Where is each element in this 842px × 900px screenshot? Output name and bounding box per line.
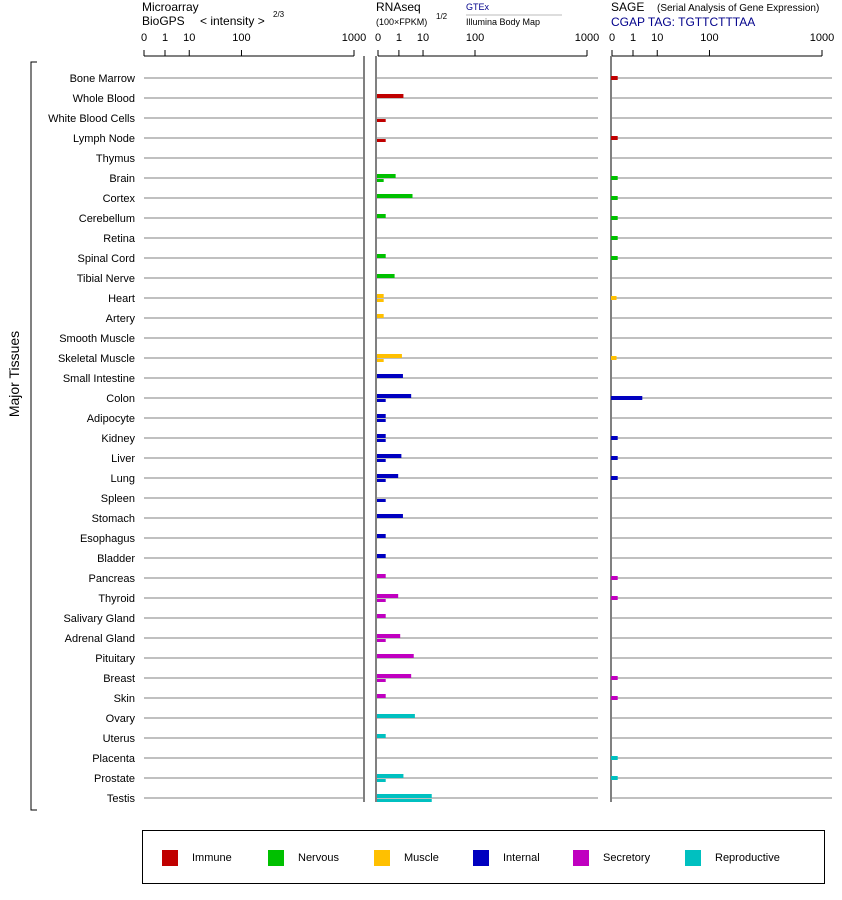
ibm-bar-breast: [377, 679, 386, 682]
sage-bar-skeletal-muscle: [611, 356, 617, 360]
biogps-label: BioGPS: [142, 14, 185, 28]
sage-bar-skin: [611, 696, 618, 700]
gtex-bar-skin: [377, 694, 386, 698]
microarray-tick-label: 10: [183, 32, 196, 44]
tissue-label-whole-blood: Whole Blood: [72, 93, 135, 105]
tissue-label-spinal-cord: Spinal Cord: [77, 253, 135, 265]
ibm-bar-skeletal-muscle: [377, 359, 384, 362]
tissue-label-kidney: Kidney: [101, 433, 135, 445]
gtex-bar-prostate: [377, 774, 403, 778]
ibm-bar-brain: [377, 179, 384, 182]
legend-label-immune: Immune: [192, 852, 232, 864]
sage-bar-pancreas: [611, 576, 618, 580]
intensity-label: < intensity >: [200, 14, 265, 28]
gtex-bar-breast: [377, 674, 411, 678]
tissue-label-salivary-gland: Salivary Gland: [63, 613, 135, 625]
gtex-bar-pancreas: [377, 574, 386, 578]
legend-label-nervous: Nervous: [298, 852, 339, 864]
legend-swatch-internal: [473, 850, 489, 866]
ibm-bar-prostate: [377, 779, 386, 782]
rnaseq-unit: (100×FPKM): [376, 17, 428, 27]
gtex-bar-ovary: [377, 714, 415, 718]
tissue-label-colon: Colon: [106, 393, 135, 405]
tissue-label-skeletal-muscle: Skeletal Muscle: [57, 353, 135, 365]
gtex-bar-pituitary: [377, 654, 414, 658]
ibm-bar-colon: [377, 399, 386, 402]
tissue-label-bladder: Bladder: [97, 553, 135, 565]
gtex-bar-artery: [377, 314, 384, 318]
sage-bar-brain: [611, 176, 618, 180]
gtex-bar-brain: [377, 174, 396, 178]
gtex-bar-adrenal-gland: [377, 634, 400, 638]
tissue-label-spleen: Spleen: [100, 493, 135, 505]
microarray-tick-label: 1: [161, 32, 169, 44]
ibm-bar-kidney: [377, 439, 386, 442]
tissue-label-pituitary: Pituitary: [95, 653, 135, 665]
tissue-label-cerebellum: Cerebellum: [78, 213, 135, 225]
tissue-label-white-blood-cells: White Blood Cells: [48, 113, 135, 125]
tissue-label-bone-marrow: Bone Marrow: [69, 73, 135, 85]
ibm-bar-testis: [377, 799, 432, 802]
tissue-label-uterus: Uterus: [102, 733, 135, 745]
rnaseq-exponent: 1/2: [436, 12, 448, 21]
tissue-label-smooth-muscle: Smooth Muscle: [59, 333, 135, 345]
ibm-bar-heart: [377, 299, 384, 302]
legend-label-reproductive: Reproductive: [715, 852, 780, 864]
gtex-bar-bladder: [377, 554, 386, 558]
gtex-bar-esophagus: [377, 534, 386, 538]
tissue-label-ovary: Ovary: [105, 713, 135, 725]
ibm-bar-liver: [377, 459, 386, 462]
side-label: Major Tissues: [6, 330, 22, 418]
sage-bar-cerebellum: [611, 216, 618, 220]
gtex-bar-heart: [377, 294, 384, 298]
tissue-label-pancreas: Pancreas: [88, 573, 135, 585]
rnaseq-title: RNAseq: [376, 0, 421, 14]
gtex-bar-uterus: [377, 734, 386, 738]
sage-bar-heart: [611, 296, 617, 300]
legend-label-internal: Internal: [503, 852, 540, 864]
tissue-label-prostate: Prostate: [94, 773, 135, 785]
gtex-bar-stomach: [377, 514, 403, 518]
gtex-bar-thyroid: [377, 594, 398, 598]
microarray-title: Microarray: [142, 0, 199, 14]
sage-bar-breast: [611, 676, 618, 680]
legend-swatch-nervous: [268, 850, 284, 866]
gtex-bar-cortex: [377, 194, 413, 198]
legend-swatch-immune: [162, 850, 178, 866]
gtex-bar-spinal-cord: [377, 254, 386, 258]
gtex-bar-colon: [377, 394, 411, 398]
gtex-bar-adipocyte: [377, 414, 386, 418]
legend-swatch-muscle: [374, 850, 390, 866]
tissue-bracket: [31, 62, 37, 810]
tissue-label-cortex: Cortex: [102, 193, 135, 205]
rnaseq-tick-label: 100: [465, 32, 485, 44]
rnaseq-tick-label: 1000: [574, 32, 600, 44]
microarray-tick-label: 1000: [341, 32, 367, 44]
sage-bar-thyroid: [611, 596, 618, 600]
ibm-bar-spleen: [377, 499, 386, 502]
tissue-label-artery: Artery: [105, 313, 135, 325]
tissue-label-thymus: Thymus: [95, 153, 135, 165]
intensity-exponent: 2/3: [273, 10, 285, 19]
sage-bar-placenta: [611, 756, 618, 760]
sage-tick-label: 0: [608, 32, 616, 44]
microarray-tick-label: 100: [232, 32, 251, 44]
tissue-label-thyroid: Thyroid: [98, 593, 135, 605]
legend-swatch-secretory: [573, 850, 589, 866]
gtex-bar-small-intestine: [377, 374, 403, 378]
microarray-tick-label: 0: [140, 32, 148, 44]
sage-bar-colon: [611, 396, 642, 400]
sage-tick-label: 1000: [809, 32, 835, 44]
sage-title: SAGE: [611, 0, 645, 14]
sage-bar-bone-marrow: [611, 76, 618, 80]
tissue-label-testis: Testis: [106, 793, 135, 805]
gtex-bar-salivary-gland: [377, 614, 386, 618]
tissue-label-adipocyte: Adipocyte: [86, 413, 135, 425]
tissue-label-tibial-nerve: Tibial Nerve: [76, 273, 135, 285]
legend-label-muscle: Muscle: [404, 852, 439, 864]
gtex-bar-cerebellum: [377, 214, 386, 218]
sage-tick-label: 10: [651, 32, 664, 44]
gtex-bar-skeletal-muscle: [377, 354, 402, 358]
gtex-bar-tibial-nerve: [377, 274, 395, 278]
ibm-label: Illumina Body Map: [466, 17, 541, 27]
gtex-label: GTEx: [466, 2, 490, 12]
gtex-bar-kidney: [377, 434, 386, 438]
tissue-label-adrenal-gland: Adrenal Gland: [64, 633, 135, 645]
rnaseq-tick-label: 0: [374, 32, 382, 44]
legend-label-secretory: Secretory: [603, 852, 651, 864]
sage-bar-prostate: [611, 776, 618, 780]
sage-bar-lymph-node: [611, 136, 618, 140]
sage-subtitle: (Serial Analysis of Gene Expression): [657, 3, 820, 14]
ibm-bar-lymph-node: [377, 139, 386, 142]
ibm-bar-adipocyte: [377, 419, 386, 422]
sage-bar-kidney: [611, 436, 618, 440]
tissue-label-skin: Skin: [113, 693, 135, 705]
sage-tick-label: 100: [700, 32, 719, 44]
sage-bar-spinal-cord: [611, 256, 618, 260]
tissue-label-breast: Breast: [103, 673, 135, 685]
sage-tag: CGAP TAG: TGTTCTTTAA: [611, 15, 756, 29]
tissue-label-brain: Brain: [109, 173, 135, 185]
tissue-label-heart: Heart: [108, 293, 135, 305]
tissue-label-small-intestine: Small Intestine: [62, 373, 135, 385]
tissue-label-lung: Lung: [110, 473, 135, 485]
sage-bar-liver: [611, 456, 618, 460]
tissue-label-retina: Retina: [103, 233, 135, 245]
ibm-bar-lung: [377, 479, 386, 482]
tissue-label-liver: Liver: [111, 453, 135, 465]
sage-bar-retina: [611, 236, 618, 240]
ibm-bar-white-blood-cells: [377, 119, 386, 122]
gtex-bar-testis: [377, 794, 432, 798]
gtex-bar-lung: [377, 474, 398, 478]
gtex-bar-liver: [377, 454, 401, 458]
tissue-label-stomach: Stomach: [91, 513, 135, 525]
tissue-label-esophagus: Esophagus: [79, 533, 135, 545]
ibm-bar-thyroid: [377, 599, 386, 602]
ibm-bar-adrenal-gland: [377, 639, 386, 642]
gtex-bar-whole-blood: [377, 94, 403, 98]
sage-bar-lung: [611, 476, 618, 480]
sage-tick-label: 1: [629, 32, 637, 44]
legend-swatch-reproductive: [685, 850, 701, 866]
rnaseq-tick-label: 10: [416, 32, 430, 44]
legend-box: [142, 830, 825, 884]
tissue-label-placenta: Placenta: [92, 753, 135, 765]
sage-bar-cortex: [611, 196, 618, 200]
tissue-label-lymph-node: Lymph Node: [73, 133, 135, 145]
rnaseq-tick-label: 1: [395, 32, 402, 44]
